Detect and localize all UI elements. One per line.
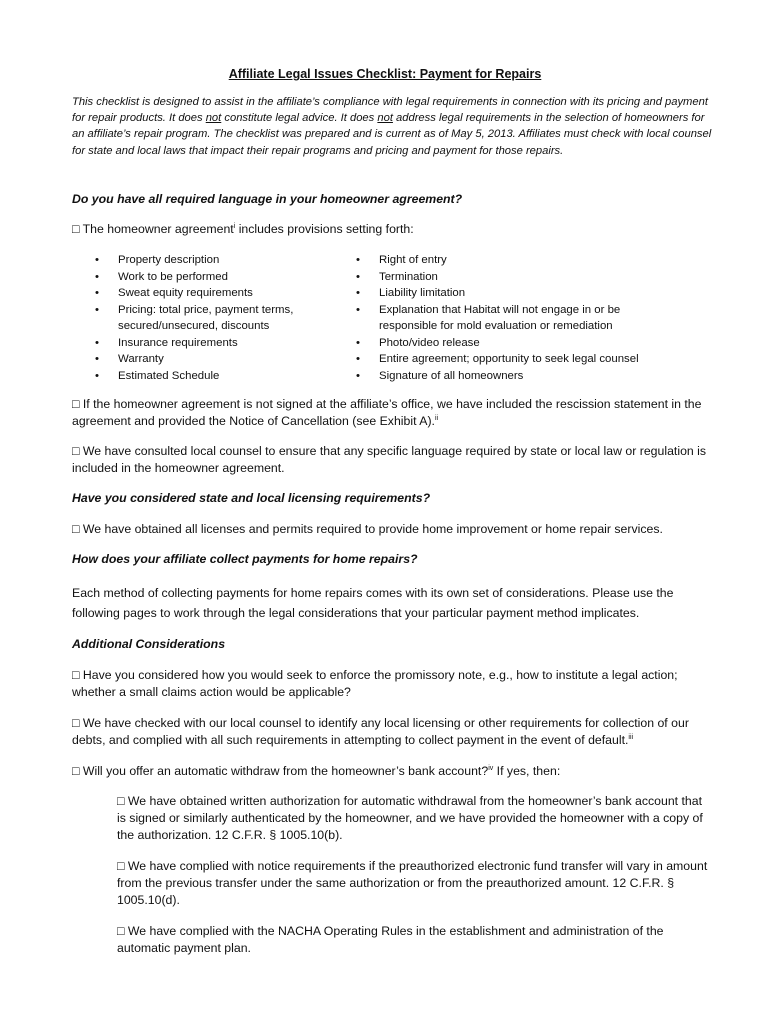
provision-right-item: • Signature of all homeowners [356, 368, 656, 385]
intro-emphasis-1: not [205, 112, 222, 125]
endnote-marker: i [233, 222, 236, 230]
provision-left-item: • Estimated Schedule [95, 368, 325, 385]
authorization-check [117, 793, 709, 844]
local-counsel-text: We have consulted local counsel to ensure that any specific language required by state or local law or regulation is included in the homeowner agreement. [72, 444, 707, 475]
authorization-text: We have obtained written authorization for automatic withdrawal from the homeowner’s bank account that is signed or similarly authenticated by the homeowner, and we have provided the homeowner with a copy of the authorization. 12 C.F.R. § 1005.10(b). [117, 794, 703, 842]
withdraw-check [72, 763, 712, 780]
provision-right-item: • Right of entry [356, 252, 656, 269]
checkbox[interactable]: □ [72, 764, 80, 778]
provision-right-item: • Liability limitation [356, 285, 656, 302]
agreement-intro-text-end: includes provisions setting forth: [235, 222, 414, 236]
checkbox[interactable]: □ [72, 522, 80, 536]
collection-check [72, 715, 712, 749]
checkbox[interactable]: □ [72, 716, 80, 730]
collection-text: We have checked with our local counsel to identify any local licensing or other requirements for collection of our debts, and complied with all such requirements in attempting to collect payment in the event of default. [72, 716, 689, 747]
endnote-marker: ii [434, 414, 439, 422]
nacha-text: We have complied with the NACHA Operating Rules in the establishment and administration of the automatic payment plan. [117, 924, 664, 955]
provision-right-item: • Entire agreement; opportunity to seek legal counsel [356, 351, 656, 368]
provision-right-item: • Explanation that Habitat will not engage in or be responsible for mold evaluation or remediation [356, 302, 656, 335]
intro-text-1: This checklist is designed to assist in the affiliate’s compliance with legal requirements in connection with its pricing and payment for repair products. It does [72, 96, 708, 125]
agreement-provisions-check [72, 221, 414, 238]
provision-right-item: • Photo/video release [356, 335, 656, 352]
additional-considerations-heading: Additional Considerations [72, 637, 226, 651]
rescission-check [72, 396, 712, 430]
notice-text: We have complied with notice requirements if the preauthorized electronic fund transfer will vary in amount from the previous transfer under the same authorization or from the preauthorized amount. 12 C.F.R. § 1005.10(d). [117, 859, 708, 907]
agreement-heading: Do you have all required language in your homeowner agreement? [72, 192, 463, 206]
provisions-right-column [356, 252, 656, 384]
payments-heading: How does your affiliate collect payments for home repairs? [72, 552, 418, 566]
notice-check [117, 858, 709, 909]
agreement-intro-text: The homeowner agreement [82, 222, 234, 236]
checkbox[interactable]: □ [72, 397, 80, 411]
checkbox[interactable]: □ [117, 794, 125, 808]
checkbox[interactable]: □ [72, 444, 80, 458]
payments-paragraph: Each method of collecting payments for home repairs comes with its own set of considerations. Please use the following pages to work through the legal considerations that your particular payment method implicates. [72, 586, 674, 620]
intro-paragraph [72, 94, 712, 159]
promissory-check [72, 667, 712, 701]
rescission-text: If the homeowner agreement is not signed at the affiliate’s office, we have included the rescission statement in the agreement and provided the Notice of Cancellation (see Exhibit A). [72, 397, 702, 428]
checkbox[interactable]: □ [117, 859, 125, 873]
licenses-text: We have obtained all licenses and permits required to provide home improvement or home repair services. [82, 522, 663, 536]
provision-right-item: • Termination [356, 269, 656, 286]
licenses-check [72, 521, 712, 538]
provision-left-item: • Pricing: total price, payment terms, secured/unsecured, discounts [95, 302, 325, 335]
intro-text-3: address legal requirements in the selection of homeowners for an affiliate’s repair program. The checklist was prepared and is current as of May 5, 2013. Affiliates must check with local counsel for state and local laws that impact their repair programs and pricing and payment for those repairs. [72, 112, 712, 157]
provision-left-item: • Work to be performed [95, 269, 325, 286]
provision-left-item: • Warranty [95, 351, 325, 368]
provision-left-item: • Insurance requirements [95, 335, 325, 352]
intro-text-2: constitute legal advice. It does [221, 112, 378, 125]
provision-left-item: • Sweat equity requirements [95, 285, 325, 302]
provision-left-item: • Property description [95, 252, 325, 269]
endnote-marker: iii [628, 733, 634, 741]
promissory-text: Have you considered how you would seek to enforce the promissory note, e.g., how to institute a legal action; whether a small claims action would be applicable? [72, 668, 678, 699]
checkbox[interactable]: □ [72, 668, 80, 682]
intro-emphasis-2: not [377, 112, 393, 125]
licensing-heading: Have you considered state and local licensing requirements? [72, 491, 431, 505]
local-counsel-check [72, 443, 712, 477]
checkbox[interactable]: □ [72, 222, 80, 236]
nacha-check [117, 923, 709, 957]
page-title: Affiliate Legal Issues Checklist: Payment for Repairs [228, 67, 542, 81]
provisions-left-column [95, 252, 325, 384]
endnote-marker: iv [488, 764, 494, 772]
withdraw-text-end: If yes, then: [493, 764, 561, 778]
checkbox[interactable]: □ [117, 924, 125, 938]
withdraw-text: Will you offer an automatic withdraw from the homeowner’s bank account? [82, 764, 489, 778]
